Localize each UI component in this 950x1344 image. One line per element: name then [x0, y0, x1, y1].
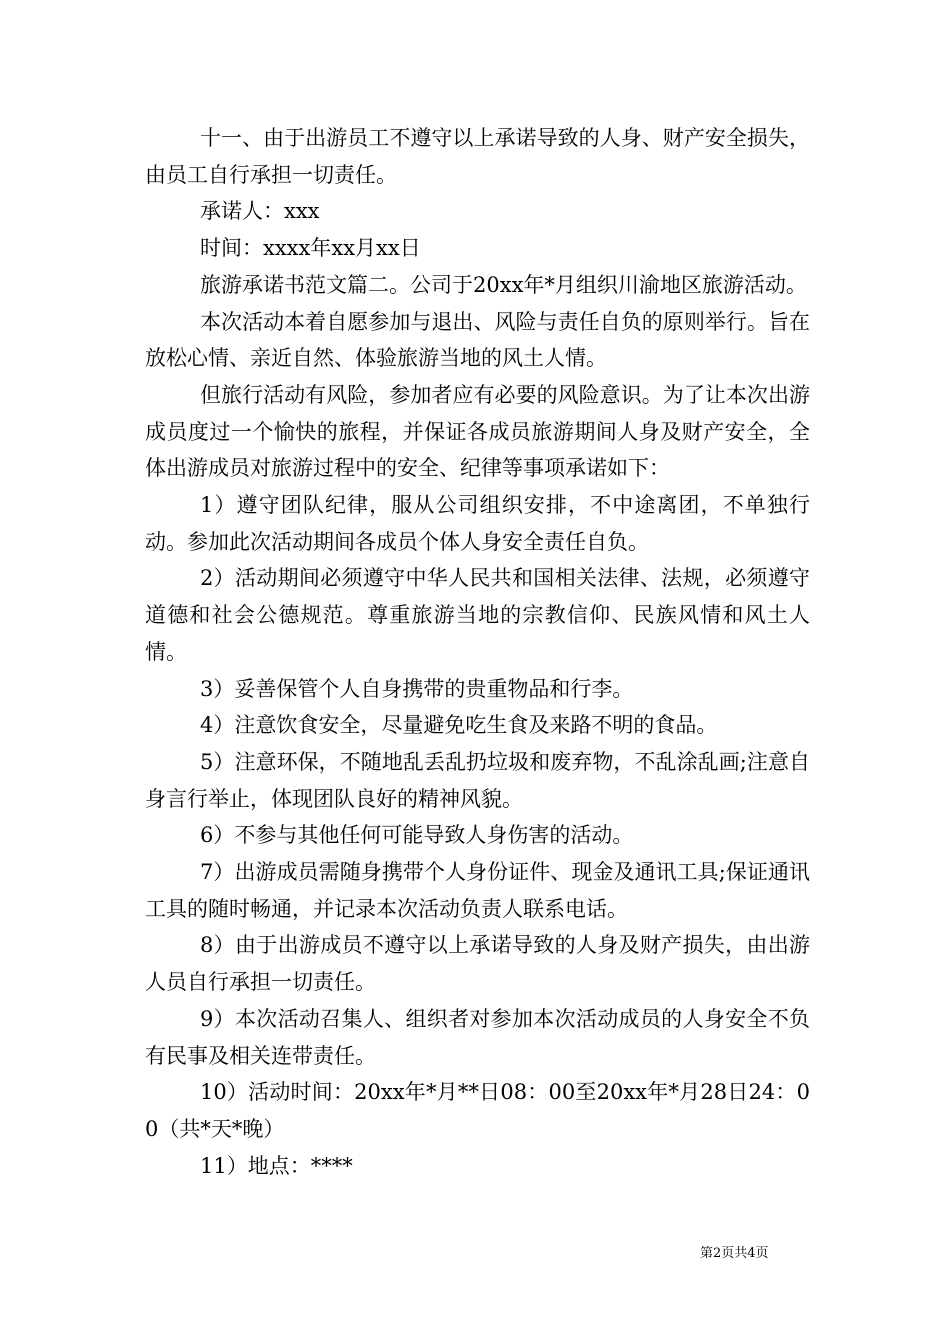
- paragraph-clause-11: 十一、由于出游员工不遵守以上承诺导致的人身、财产安全损失，由员工自行承担一切责任。: [145, 126, 810, 187]
- paragraph-date: 时间：xxxx年xx月xx日: [200, 236, 421, 261]
- paragraph-item-2: 2）活动期间必须遵守中华人民共和国相关法律、法规，必须遵守道德和社会公德规范。尊重旅游当地的宗教信仰、民族风情和风土人情。: [145, 566, 810, 664]
- paragraph-risk-notice: 但旅行活动有风险，参加者应有必要的风险意识。为了让本次出游成员度过一个愉快的旅程，并保证各成员旅游期间人身及财产安全，全体出游成员对旅游过程中的安全、纪律等事项承诺如下：: [145, 382, 810, 481]
- paragraph-item-3: 3）妥善保管个人自身携带的贵重物品和行李。: [200, 676, 634, 701]
- paragraph-item-8: 8）由于出游成员不遵守以上承诺导致的人身及财产损失，由出游人员自行承担一切责任。: [145, 933, 810, 995]
- paragraph-item-10: 10）活动时间：20xx年*月**日08：00至20xx年*月28日24：00（共*天*晚）: [145, 1080, 810, 1141]
- paragraph-item-7: 7）出游成员需随身携带个人身份证件、现金及通讯工具;保证通讯工具的随时畅通，并记录本次活动负责人联系电话。: [145, 860, 810, 921]
- paragraph-item-4: 4）注意饮食安全，尽量避免吃生食及来路不明的食品。: [200, 713, 718, 738]
- paragraph-item-1: 1）遵守团队纪律，服从公司组织安排，不中途离团，不单独行动。参加此次活动期间各成员个体人身安全责任自负。: [145, 493, 810, 554]
- paragraph-signer: 承诺人：xxx: [200, 199, 320, 224]
- paragraph-item-6: 6）不参与其他任何可能导致人身伤害的活动。: [200, 823, 634, 848]
- document-body: [145, 120, 810, 1184]
- paragraph-sample-two-intro: 旅游承诺书范文篇二。公司于20xx年*月组织川渝地区旅游活动。: [200, 272, 807, 297]
- page-number-footer: 第2页共4页: [700, 1246, 769, 1261]
- paragraph-item-5: 5）注意环保，不随地乱丢乱扔垃圾和废弃物，不乱涂乱画;注意自身言行举止，体现团队良好的精神风貌。: [145, 749, 810, 811]
- paragraph-item-9: 9）本次活动召集人、组织者对参加本次活动成员的人身安全不负有民事及相关连带责任。: [145, 1006, 810, 1068]
- paragraph-item-11: 11）地点：****: [200, 1153, 353, 1178]
- paragraph-principle: 本次活动本着自愿参加与退出、风险与责任自负的原则举行。旨在放松心情、亲近自然、体验旅游当地的风土人情。: [145, 309, 810, 371]
